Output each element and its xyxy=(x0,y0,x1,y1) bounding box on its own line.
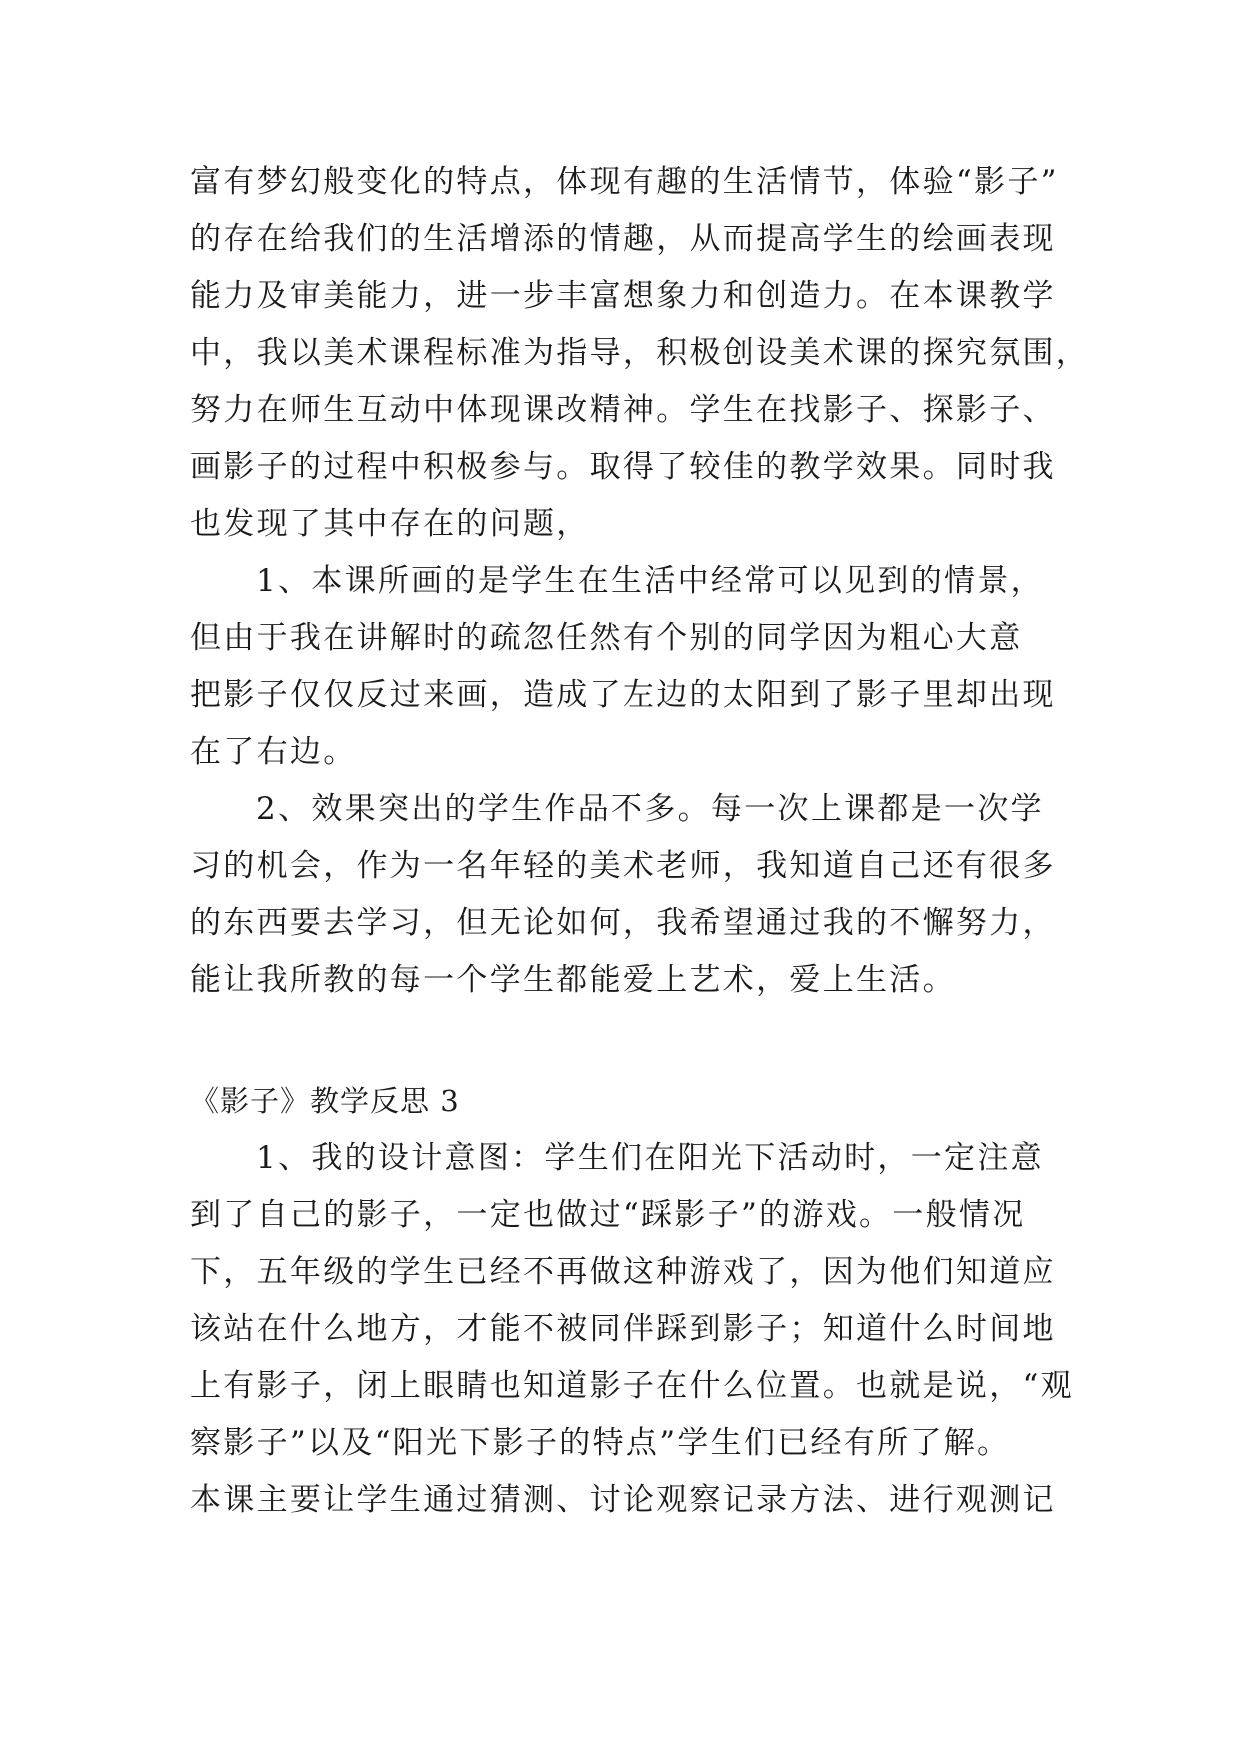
paragraph-line: 该站在什么地方，才能不被同伴踩到影子；知道什么时间地 xyxy=(190,1311,1056,1347)
paragraph-line: 中，我以美术课程标准为指导，积极创设美术课的探究氛围， xyxy=(190,335,1090,371)
paragraph-line: 画影子的过程中积极参与。取得了较佳的教学效果。同时我 xyxy=(190,449,1056,485)
paragraph-line: 能力及审美能力，进一步丰富想象力和创造力。在本课教学 xyxy=(190,278,1056,314)
paragraph-line: 富有梦幻般变化的特点，体现有趣的生活情节，体验“影子” xyxy=(190,164,1059,200)
paragraph-line: 的存在给我们的生活增添的情趣，从而提高学生的绘画表现 xyxy=(190,221,1056,257)
paragraph-line: 也发现了其中存在的问题， xyxy=(190,506,590,542)
paragraph-line: 到了自己的影子，一定也做过“踩影子”的游戏。一般情况 xyxy=(190,1197,1026,1233)
paragraph-line: 1、我的设计意图：学生们在阳光下活动时，一定注意 xyxy=(256,1140,1044,1176)
paragraph-line: 下，五年级的学生已经不再做这种游戏了，因为他们知道应 xyxy=(190,1254,1056,1290)
paragraph-line: 能让我所教的每一个学生都能爱上艺术，爱上生活。 xyxy=(190,962,956,998)
paragraph-line: 本课主要让学生通过猜测、讨论观察记录方法、进行观测记 xyxy=(190,1482,1056,1518)
paragraph-line: 习的机会，作为一名年轻的美术老师，我知道自己还有很多 xyxy=(190,848,1056,884)
paragraph-line: 2、效果突出的学生作品不多。每一次上课都是一次学 xyxy=(256,791,1044,827)
paragraph-line: 努力在师生互动中体现课改精神。学生在找影子、探影子、 xyxy=(190,392,1056,428)
paragraph-line: 但由于我在讲解时的疏忽任然有个别的同学因为粗心大意 xyxy=(190,620,1023,656)
paragraph-line: 1、本课所画的是学生在生活中经常可以见到的情景， xyxy=(256,563,1044,599)
paragraph-line: 察影子”以及“阳光下影子的特点”学生们已经有所了解。 xyxy=(190,1425,1011,1461)
paragraph-line: 把影子仅仅反过来画，造成了左边的太阳到了影子里却出现 xyxy=(190,677,1056,713)
paragraph-line: 的东西要去学习，但无论如何，我希望通过我的不懈努力， xyxy=(190,905,1056,941)
paragraph-line: 在了右边。 xyxy=(190,734,357,770)
paragraph-line: 上有影子，闭上眼睛也知道影子在什么位置。也就是说，“观 xyxy=(190,1368,1074,1404)
section-title: 《影子》教学反思 3 xyxy=(190,1084,460,1118)
